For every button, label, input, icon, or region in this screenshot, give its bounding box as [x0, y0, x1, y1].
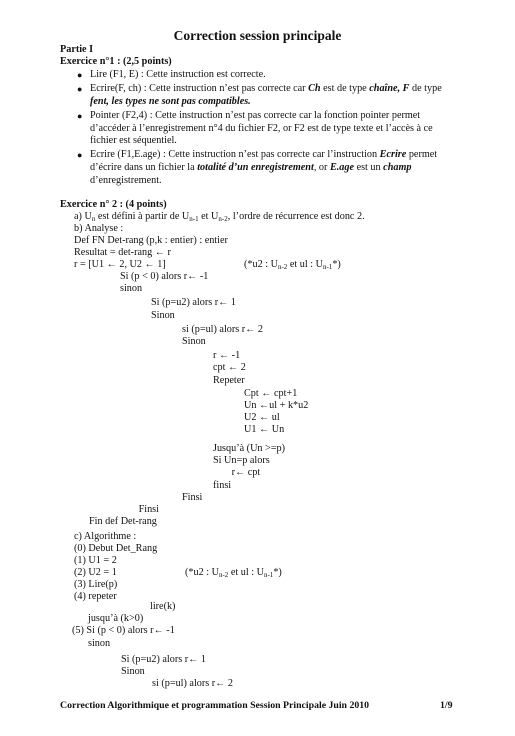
algo-line: (1) U1 = 2	[74, 555, 117, 566]
ex1-item-4-line3: d’enregistrement.	[90, 175, 162, 186]
code-line: si (p=ul) alors r← 2	[152, 678, 234, 690]
ex1-item-3-line3: fichier est séquentiel.	[90, 135, 177, 146]
ex2-part-b-label: b) Analyse :	[74, 223, 124, 234]
code-line: (5) Si (p < 0) alors r← -1	[72, 625, 175, 637]
code-line: U2 ← ul	[244, 412, 280, 424]
analyse-line: Resultat = det-rang ← r	[74, 247, 171, 258]
ex2-part-c-label: c) Algorithme :	[74, 531, 137, 542]
code-line: Si (p < 0) alors r← -1	[120, 271, 209, 282]
code-line: Finsi	[182, 491, 203, 503]
algo-line: (2) U2 = 1	[74, 567, 117, 578]
page-footer: Correction Algorithmique et programmation Session Principale Juin 2010	[60, 700, 370, 711]
ex1-item-2: Ecrire(F, ch) : Cette instruction n’est pas correcte car Ch est de type chaîne, F de type	[90, 83, 442, 94]
code-line: Cpt ← cpt+1	[244, 387, 298, 399]
code-line: U1 ← Un	[244, 424, 285, 436]
code-line: sinon	[120, 283, 143, 295]
bullet-icon: ●	[77, 84, 83, 94]
code-line: Si (p=u2) alors r← 1	[151, 297, 236, 309]
code-line: sinon	[88, 637, 111, 649]
code-line: Sinon	[151, 309, 175, 321]
code-line: cpt ← 2	[213, 362, 246, 374]
ex1-item-1: Lire (F1, E) : Cette instruction est correcte.	[90, 69, 266, 80]
code-line: r← cpt	[231, 467, 261, 479]
page-number: 1/9	[440, 700, 453, 711]
algo-comment: (*u2 : $U_{n-2}$ et ul : $U_{n-1}*$)	[185, 567, 282, 579]
exercise-2-heading: Exercice n° 2 : (4 points)	[60, 199, 167, 210]
code-line: Si Un=p alors	[213, 455, 270, 467]
code-line: Si (p=u2) alors r← 1	[121, 653, 206, 665]
code-line: Finsi	[138, 504, 159, 516]
bullet-icon: ●	[77, 111, 83, 121]
algo-code-block	[0, 601, 233, 690]
analyse-comment: (*u2 : $U_{n-2}$ et ul : $U_{n-1}*$)	[244, 259, 341, 271]
algo-line: (4) repeter	[74, 591, 117, 602]
part-heading: Partie I	[60, 44, 94, 55]
analyse-line: Def FN Det-rang (p,k : entier) : entier	[74, 235, 228, 246]
ex2-part-a: a) $U_n$ est défini à partir de $U_{n-1}$ et $U_{n-2}$, l’ordre de récurrence est donc 2.	[74, 211, 365, 223]
algo-line: (3) Lire(p)	[74, 579, 118, 590]
code-line: jusqu’à (k>0)	[88, 613, 144, 625]
ex1-item-4-line1: Ecrire (F1,E.age) : Cette instruction n’est pas correcte car l’instruction Ecrire permet	[90, 149, 438, 160]
code-line: si (p=ul) alors r← 2	[182, 323, 264, 335]
bullet-icon: ●	[77, 70, 83, 80]
ex1-item-3-line2: d’accéder à l’enregistrement n°4 du fichier F2, or F2 est de type texte et l’accès à ce	[90, 123, 433, 134]
analyse-code-block-end	[0, 443, 285, 528]
code-line: r ← -1	[213, 350, 241, 362]
code-line: lire(k)	[150, 601, 176, 612]
code-line: Jusqu’à (Un >=p)	[213, 443, 286, 454]
code-line: Repeter	[213, 374, 245, 386]
algo-line: (0) Debut Det_Rang	[74, 543, 158, 554]
code-line: Fin def Det-rang	[89, 516, 157, 528]
ex1-item-4-line2: d’écrire dans un fichier la totalité d’un enregistrement, or E.age est un champ	[90, 162, 412, 173]
code-line: Sinon	[182, 336, 206, 348]
analyse-code-block	[0, 271, 308, 437]
page-title: Correction session principale	[173, 28, 342, 43]
ex1-item-3-line1: Pointer (F2,4) : Cette instruction n’est pas correcte car la fonction pointer permet	[90, 110, 421, 121]
code-line: Sinon	[121, 666, 145, 678]
code-line: finsi	[213, 479, 232, 491]
analyse-line: r = [U1 ← 2, U2 ← 1]	[74, 259, 166, 270]
exercise-1-heading: Exercice n°1 : (2,5 points)	[60, 56, 172, 67]
ex1-item-2-line2: fent, les types ne sont pas compatibles.	[90, 96, 251, 107]
code-line: Un ←ul + k*u2	[244, 400, 309, 412]
bullet-icon: ●	[77, 150, 83, 160]
